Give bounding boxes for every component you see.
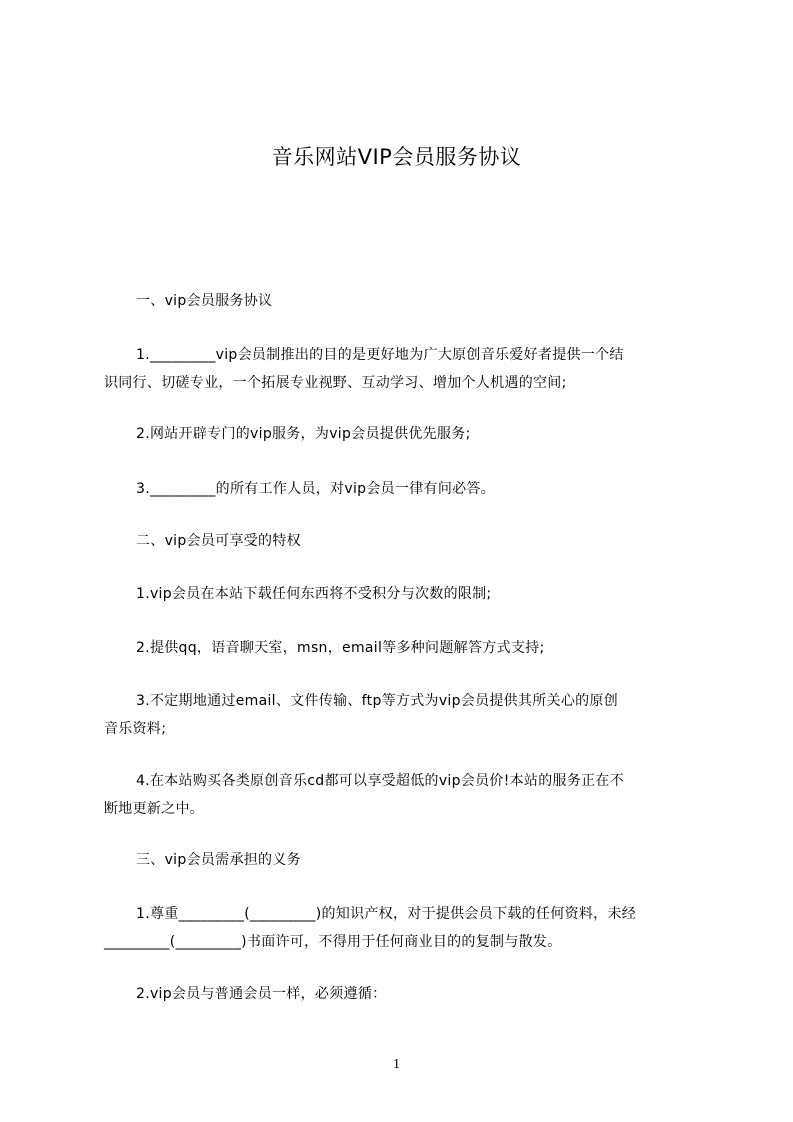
section-heading-3: 三、vip会员需承担的义务 (136, 852, 301, 868)
section1-item1-line2: 识同行、切磋专业，一个拓展专业视野、互动学习、增加个人机遇的空间; (104, 375, 567, 391)
section3-item1-line1: 1.尊重_________(_________)的知识产权，对于提供会员下载的任何资料，未经 (136, 906, 637, 922)
document-title: 音乐网站VIP会员服务协议 (271, 145, 522, 169)
section2-item1: 1.vip会员在本站下载任何东西将不受积分与次数的限制; (136, 586, 492, 602)
section3-item2: 2.vip会员与普通会员一样，必须遵循： (136, 986, 387, 1002)
section1-item3: 3._________的所有工作人员，对vip会员一律有问必答。 (136, 481, 496, 497)
section2-item4-line1: 4.在本站购买各类原创音乐cd都可以享受超低的vip会员价!本站的服务正在不 (136, 773, 625, 789)
section3-item1-line2: _________(_________)书面许可，不得用于任何商业目的的复制与散发。 (104, 934, 562, 950)
section2-item2: 2.提供qq，语音聊天室，msn，email等多种问题解答方式支持; (136, 640, 545, 656)
section-heading-1: 一、vip会员服务协议 (136, 293, 273, 309)
section1-item1-line1: 1._________vip会员制推出的目的是更好地为广大原创音乐爱好者提供一个结 (136, 347, 624, 363)
section2-item4-line2: 断地更新之中。 (104, 801, 205, 817)
page-number: 1 (393, 1057, 400, 1072)
section-heading-2: 二、vip会员可享受的特权 (136, 533, 301, 549)
section2-item3-line1: 3.不定期地通过email、文件传输、ftp等方式为vip会员提供其所关心的原创 (136, 693, 619, 709)
section1-item2: 2.网站开辟专门的vip服务，为vip会员提供优先服务; (136, 426, 471, 442)
section2-item3-line2: 音乐资料; (104, 721, 167, 737)
